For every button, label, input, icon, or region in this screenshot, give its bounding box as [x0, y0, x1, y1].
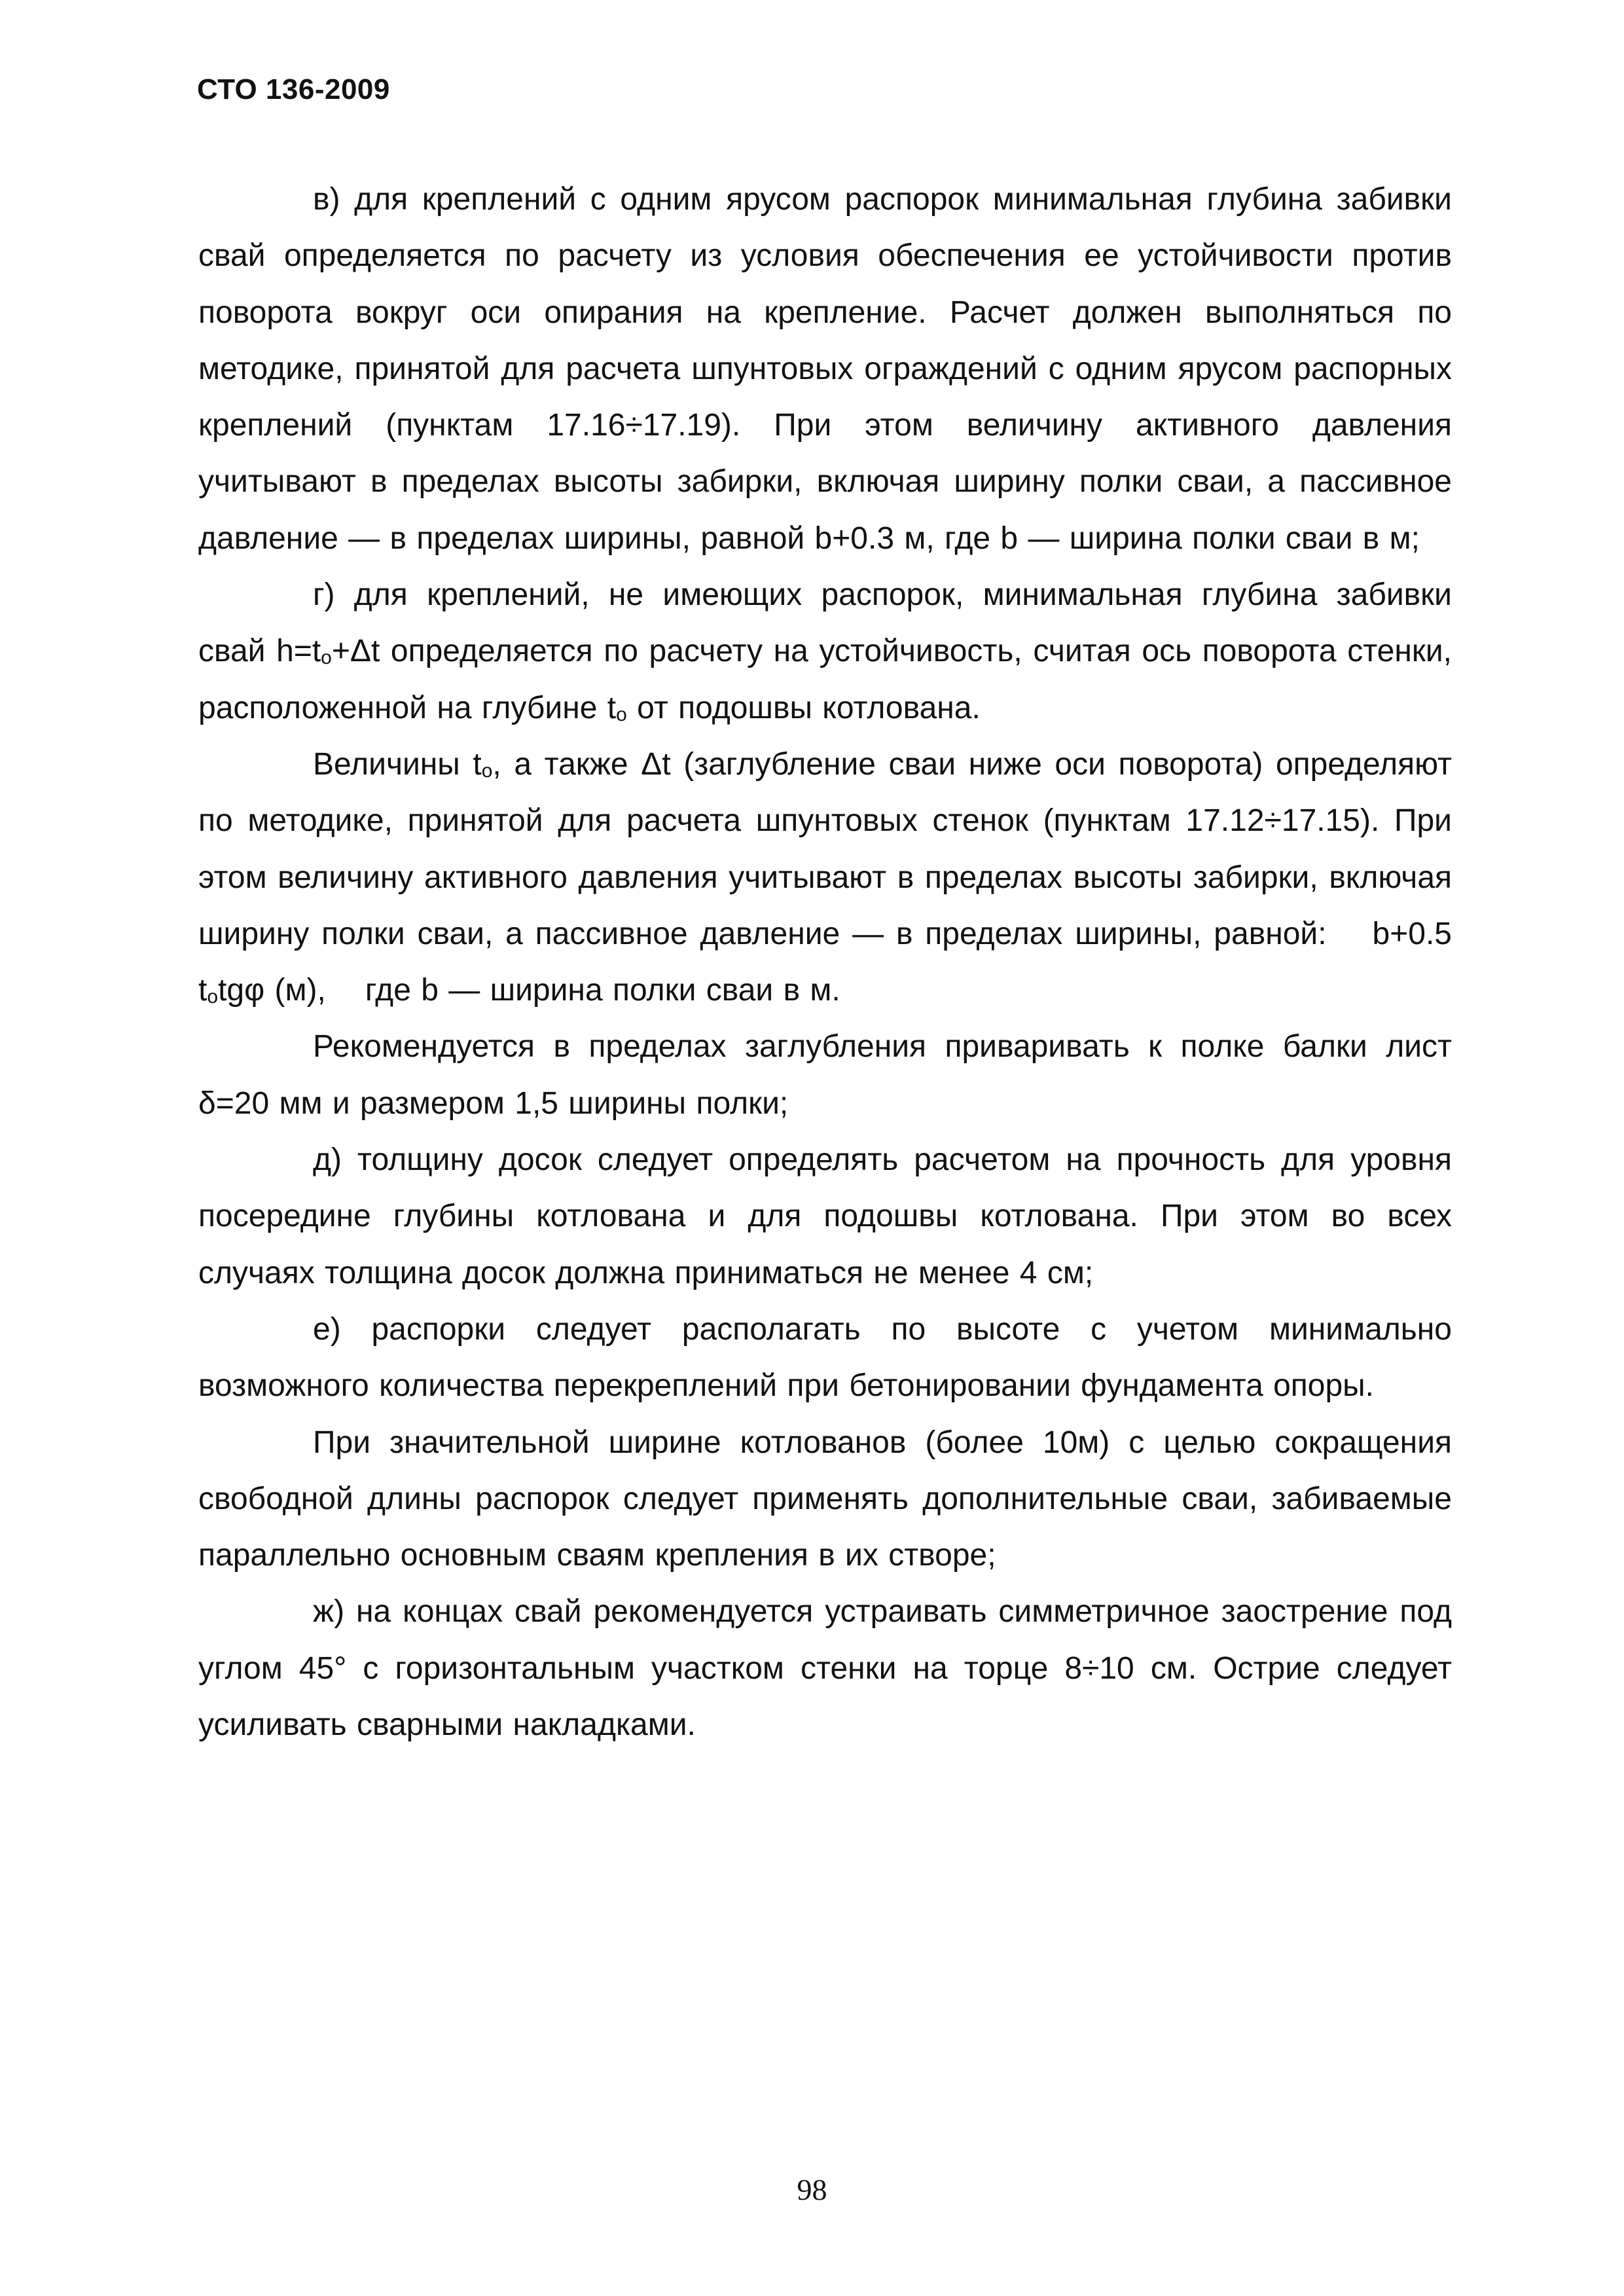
- paragraph-e: е) распорки следует располагать по высоте с учетом минимально возможного количества перекреплений при бетонировании фундамента опоры.: [198, 1311, 1452, 1404]
- page-number: 98: [797, 2173, 827, 2206]
- page-body: [198, 172, 1452, 1753]
- paragraph-values: Величины $t_o$, а также Δt (заглубление сваи ниже оси поворота) определяют по методике, принятой для расчета шпунтовых стенок (пунктам 17.12÷17.15). При этом величину активного давления учитывают в пределах высоты забирки, включая ширину полки сваи, а пассивное давление — в пределах ширины, равной: b+0.5 $t_otg\varphi$ (м), где b — ширина полки сваи в м.: [198, 746, 1453, 1008]
- paragraph-zh: ж) на концах свай рекомендуется устраивать симметричное заострение под углом 45° с горизонтальным участком стенки на торце 8÷10 см. Острие следует усиливать сварными накладками.: [198, 1594, 1452, 1743]
- paragraph-wide-pits: При значительной ширине котлованов (более 10м) с целью сокращения свободной длины распорок следует применять дополнительные сваи, забиваемые параллельно основным сваям крепления в их створе;: [198, 1425, 1452, 1573]
- paragraph-g: г) для креплений, не имеющих распорок, минимальная глубина забивки свай $h=t_o+\Delta t$ определяется по расчету на устойчивость, считая ось поворота стенки, расположенной на глубине $t_o$ от подошвы котлована.: [198, 577, 1452, 725]
- paragraph-recommendation: Рекомендуется в пределах заглубления приваривать к полке балки лист δ=20 мм и размером 1,5 ширины полки;: [198, 1029, 1452, 1121]
- paragraph-d: д) толщину досок следует определять расчетом на прочность для уровня посередине глубины котлована и для подошвы котлована. При этом во всех случаях толщина досок должна приниматься не менее 4 см;: [198, 1142, 1452, 1290]
- paragraph-v: в) для креплений с одним ярусом распорок минимальная глубина забивки свай определяется по расчету из условия обеспечения ее устойчивости против поворота вокруг оси опирания на крепление. Расчет должен выполняться по методике, принятой для расчета шпунтовых ограждений с одним ярусом распорных креплений (пунктам 17.16÷17.19). При этом величину активного давления учитывают в пределах высоты забирки, включая ширину полки сваи, а пассивное давление — в пределах ширины, равной b+0.3 м, где b — ширина полки сваи в м;: [198, 182, 1452, 556]
- document-code: СТО 136-2009: [197, 73, 390, 105]
